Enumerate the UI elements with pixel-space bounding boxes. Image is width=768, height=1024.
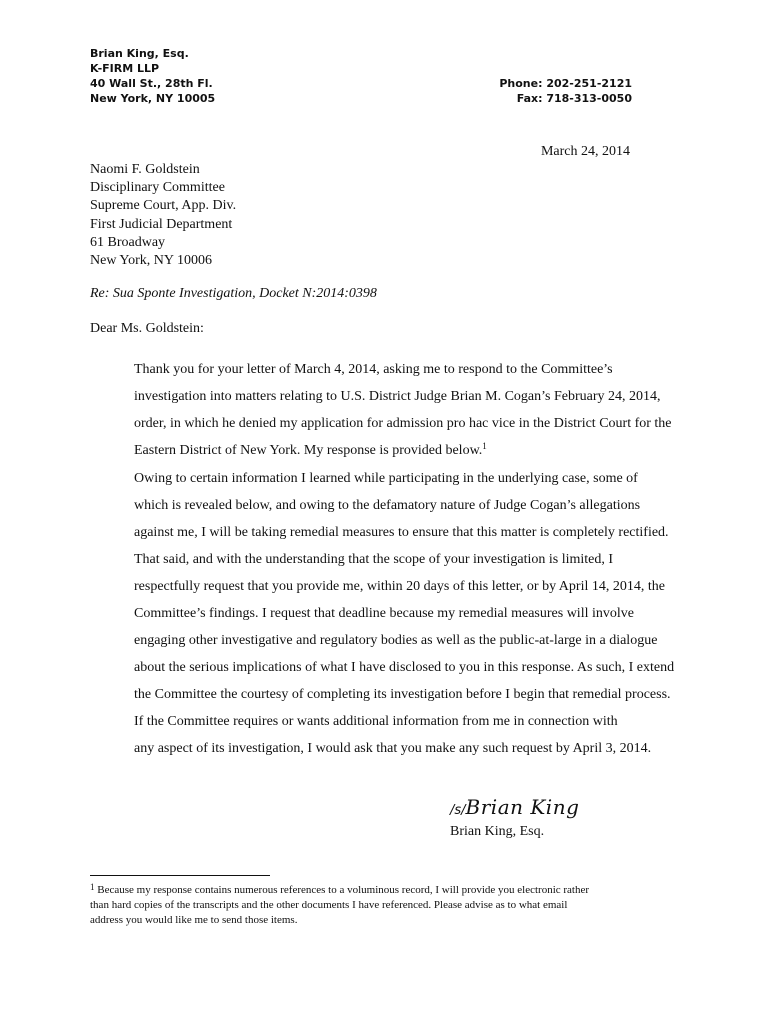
body-line: respectfully request that you provide me, within 20 days of this letter, or by April 14, 2014, the [134,579,665,594]
letterhead-contact [480,76,632,106]
footnote-line: than hard copies of the transcripts and the other documents I have referenced. Please advise as to what email [90,899,568,911]
body-line: Owing to certain information I learned while participating in the underlying case, some of [134,471,638,486]
recipient-line: Naomi F. Goldstein [90,162,200,177]
footnote-number: 1 [90,882,95,892]
footnote-line [90,883,690,898]
recipient-line: Disciplinary Committee [90,180,225,196]
letterhead-firm: K-FIRM LLP [90,62,160,75]
footnote [90,883,690,928]
signer-name: Brian King, Esq. [450,824,545,839]
subject-line: Re: Sua Sponte Investigation, Docket N:2014:0398 [90,286,377,301]
signature-script: Brian King [465,795,580,819]
footnote-divider [90,875,270,876]
body-paragraph-1 [90,356,670,465]
letterhead-fax: Fax: 718-313-0050 [516,92,632,105]
letterhead-address [90,46,215,106]
body-line: That said, and with the understanding that the scope of your investigation is limited, I [134,552,614,567]
body-paragraph-4 [90,708,670,762]
recipient-line: 61 Broadway [90,234,166,250]
recipient-line: New York, NY 10006 [90,253,212,269]
body-line: against me, I will be taking remedial measures to ensure that this matter is completely rectified. [134,525,669,540]
body-line: order, in which he denied my application for admission pro hac vice in the District Court for the [134,416,672,431]
letterhead-city: New York, NY 10005 [90,92,216,105]
letter-date: March 24, 2014 [540,144,630,159]
salutation: Dear Ms. Goldstein: [90,321,204,336]
body-line: which is revealed below, and owing to the defamatory nature of Judge Cogan’s allegations [134,498,641,513]
letterhead-phone: Phone: 202-251-2121 [499,77,632,90]
body-line: Committee’s findings. I request that deadline because my remedial measures will involve [134,606,634,621]
body-paragraph-3 [90,546,675,708]
body-line: Thank you for your letter of March 4, 2014, asking me to respond to the Committee’s [134,362,613,377]
body-line: the Committee the courtesy of completing its investigation before I begin that remedial process. [134,687,671,702]
letterhead-street: 40 Wall St., 28th Fl. [90,77,213,90]
recipient-line: First Judicial Department [90,216,233,232]
letterhead-name: Brian King, Esq. [90,47,189,60]
body-line-text: Eastern District of New York. My response is provided below. [134,443,483,458]
body-line: investigation into matters relating to U.S. District Judge Brian M. Cogan’s February 24, 2014, [134,389,661,404]
signature-prefix: /s/ [450,803,466,818]
body-line: engaging other investigative and regulatory bodies as well as the public-at-large in a dialogue [134,633,658,648]
body-line [90,437,670,465]
recipient-line: Supreme Court, App. Div. [90,198,237,214]
body-line: If the Committee requires or wants additional information from me in connection with [134,714,618,729]
recipient-address [90,161,236,270]
body-line: any aspect of its investigation, I would ask that you make any such request by April 3, 2014. [134,741,652,756]
body-paragraph-2 [90,465,670,546]
footnote-reference: 1 [482,441,487,451]
signature-block [450,795,579,819]
body-line: about the serious implications of what I have disclosed to you in this response. As such, I extend [134,660,675,675]
footnote-line: address you would like me to send those items. [90,914,298,926]
footnote-text: Because my response contains numerous references to a voluminous record, I will provide you electronic rather [94,884,590,896]
letter-body [90,356,675,762]
